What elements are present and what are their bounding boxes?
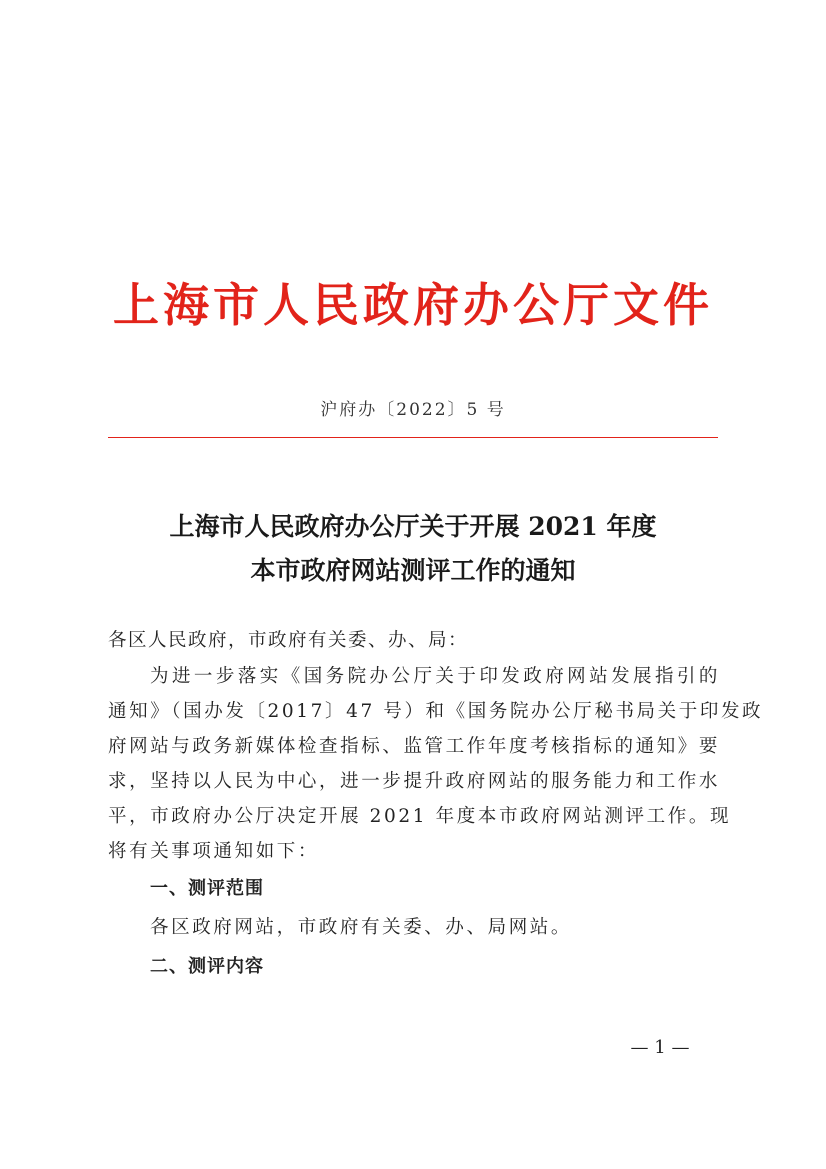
paragraph-1-line: 求，坚持以人民为中心，进一步提升政府网站的服务能力和工作水 bbox=[108, 771, 720, 792]
paragraph-1-line: 将有关事项通知如下： bbox=[108, 841, 320, 862]
paragraph-1-line: 通知》（国办发〔2017〕47 号）和《国务院办公厅秘书局关于印发政 bbox=[108, 701, 764, 722]
notice-body bbox=[108, 622, 764, 987]
paragraph-1-line: 府网站与政务新媒体检查指标、监管工作年度考核指标的通知》要 bbox=[108, 736, 720, 757]
notice-title bbox=[0, 505, 826, 593]
notice-title-line-1: 上海市人民政府办公厅关于开展 2021 年度 bbox=[169, 512, 657, 541]
issuer-title: 上海市人民政府办公厅文件 bbox=[113, 278, 713, 332]
document-number: 沪府办〔2022〕5 号 bbox=[320, 400, 506, 420]
notice-title-line-2: 本市政府网站测评工作的通知 bbox=[250, 556, 576, 585]
paragraph-1-line: 平，市政府办公厅决定开展 2021 年度本市政府网站测评工作。现 bbox=[108, 806, 732, 827]
addressee: 各区人民政府，市政府有关委、办、局： bbox=[108, 630, 469, 651]
page-number: — 1 — bbox=[630, 1037, 690, 1058]
red-divider-line bbox=[108, 437, 718, 438]
section-1-heading: 一、测评范围 bbox=[150, 878, 264, 899]
paragraph-1 bbox=[108, 659, 764, 869]
paragraph-1-line: 为进一步落实《国务院办公厅关于印发政府网站发展指引的 bbox=[150, 666, 720, 687]
section-2-heading: 二、测评内容 bbox=[150, 956, 264, 977]
section-1-text: 各区政府网站，市政府有关委、办、局网站。 bbox=[150, 917, 573, 938]
